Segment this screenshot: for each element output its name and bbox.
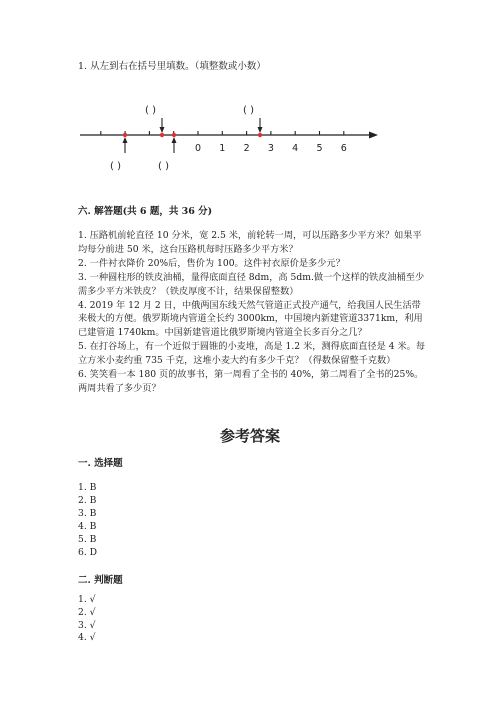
blank-top-left: ( ) <box>145 105 156 116</box>
problem-item: 1. 压路机前轮直径 10 分米，宽 2.5 米，前轮转一周，可以压路多少平方米？如果平均每分前进 50 米，这台压路机每时压路多少平方米？ <box>78 230 422 255</box>
arrow-down-left-head <box>160 127 165 133</box>
number-line-arrowhead <box>369 132 378 139</box>
choice-heading: 一. 选择题 <box>78 458 123 469</box>
judge-answer: 4. √ <box>78 632 96 644</box>
blank-top-right: ( ) <box>243 105 254 116</box>
answers-title: 参考答案 <box>219 427 280 445</box>
choice-answer: 4. B <box>78 521 97 532</box>
judge-answer: 2. √ <box>78 606 96 618</box>
arrow-up-right-head <box>172 137 177 143</box>
section-6-title: 六. 解答题(共 6 题，共 36 分) <box>78 206 213 217</box>
point-marker-b <box>160 133 164 137</box>
judge-answer: 1. √ <box>78 594 96 605</box>
problem-item: 6. 笑笑看一本 180 页的故事书，第一周看了全书的 40%，第二周看了全书的25%。两周共看了多少页？ <box>78 369 424 394</box>
point-marker-c <box>172 133 176 137</box>
problem-item: 4. 2019 年 12 月 2 日，中俄两国东线天然气管道正式投产通气，给我国人民生活带来极大的方便。俄罗斯境内管道全长约 3000km，中国境内新建管道3371km，利用已建管道 1740km。中国新建管道比俄罗斯境内管道全长多百分之几？ <box>78 299 423 339</box>
arrow-up-left-head <box>123 137 128 143</box>
number-line-tick-label: 2 <box>243 143 250 154</box>
judge-answer: 3. √ <box>78 619 96 631</box>
choice-answer-list <box>78 481 97 559</box>
blank-bottom-right: ( ) <box>158 161 169 172</box>
point-marker-d <box>258 133 262 137</box>
number-line-tick-label: 3 <box>267 143 274 154</box>
choice-answer: 5. B <box>78 534 97 545</box>
number-line-tick-label: 4 <box>292 143 299 154</box>
blank-bottom-left: ( ) <box>110 161 121 172</box>
number-line-tick-label: 5 <box>316 143 323 154</box>
choice-answer: 2. B <box>78 495 97 506</box>
point-marker-a <box>123 133 127 137</box>
choice-answer: 3. B <box>78 508 97 519</box>
judge-heading: 二. 判断题 <box>78 575 123 586</box>
problem-item: 5. 在打谷场上，有一个近似于圆锥的小麦堆，高是 1.2 米，测得底面直径是 4 米。每立方米小麦约重 735 千克，这堆小麦大约有多少千克？（得数保留整千克数） <box>78 341 426 367</box>
number-line-tick-label: 0 <box>194 143 202 154</box>
problem-item: 3. 一种圆柱形的铁皮油桶，量得底面直径 8dm，高 5dm.做一个这样的铁皮油桶至少需多少平方米铁皮？（铁皮厚度不计，结果保留整数） <box>78 271 425 297</box>
number-line-tick-label: 1 <box>219 143 226 154</box>
judge-answer-list <box>78 594 96 645</box>
arrow-down-right-head <box>258 127 263 133</box>
number-line-figure <box>0 95 500 175</box>
choice-answer: 1. B <box>78 482 97 493</box>
question-1-text: 1. 从左到右在括号里填数。（填整数或小数） <box>78 61 266 72</box>
number-line-tick-label: 6 <box>340 143 347 154</box>
problem-item: 2. 一件衬衣降价 20%后，售价为 100。这件衬衣原价是多少元？ <box>78 257 345 269</box>
problem-list <box>78 229 430 396</box>
choice-answer: 6. D <box>78 547 98 558</box>
